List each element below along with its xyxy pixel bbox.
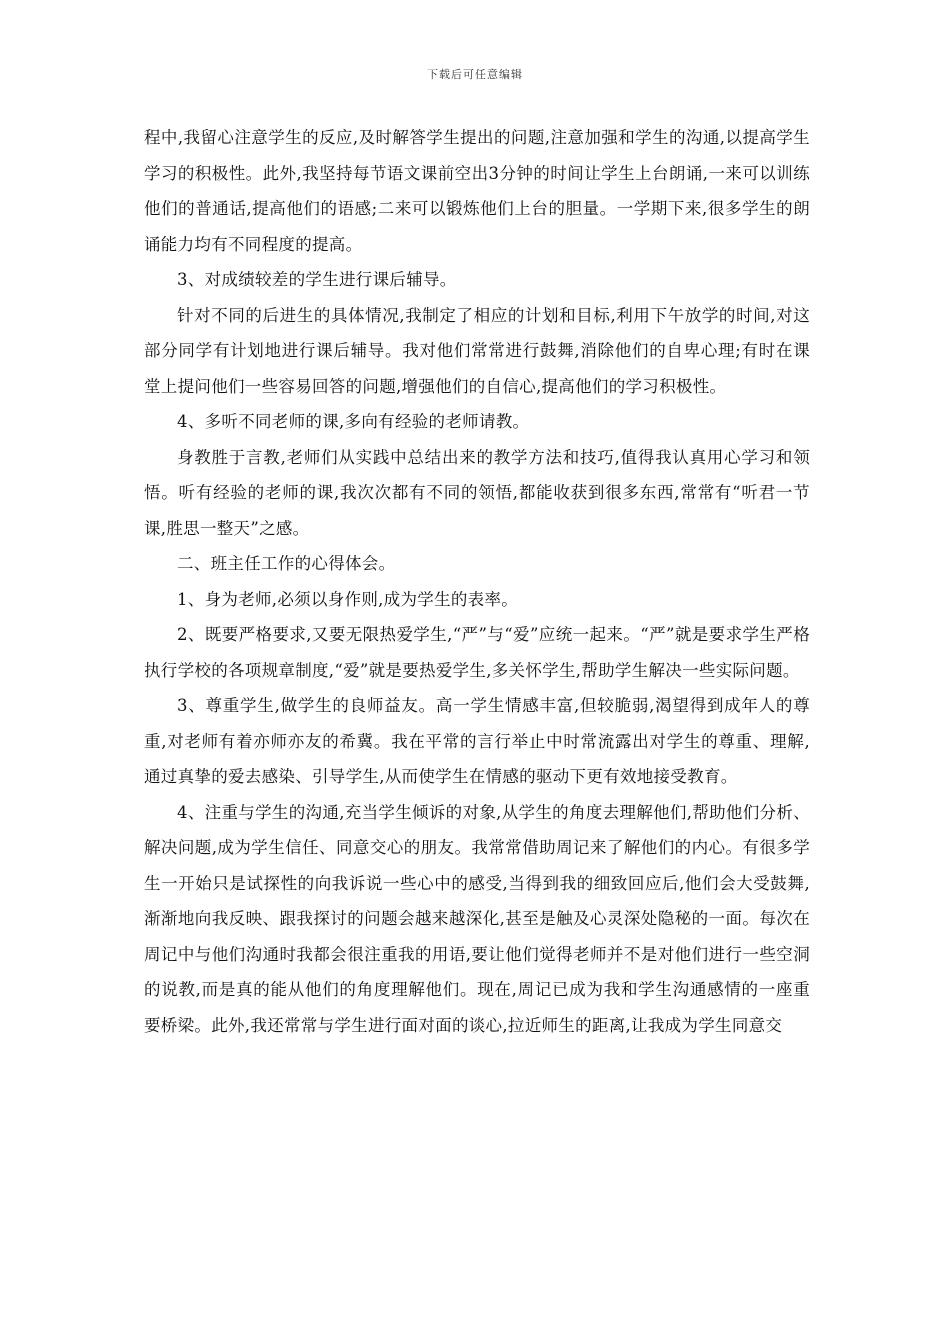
paragraph: 程中,我留心注意学生的反应,及时解答学生提出的问题,注意加强和学生的沟通,以提高学生学习的积极性。此外,我坚持每节语文课前空出3分钟的时间让学生上台朗诵,一来可以训练他们的普通话,提高他们的语感;二来可以锻炼他们上台的胆量。一学期下来,很多学生的朗诵能力均有不同程度的提高。 xyxy=(144,128,810,254)
document-body xyxy=(144,120,810,1043)
section-heading: 二、班主任工作的心得体会。 xyxy=(177,554,396,573)
section-heading: 4、多听不同老师的课,多向有经验的老师请教。 xyxy=(177,412,530,431)
paragraph: 3、尊重学生,做学生的良师益友。高一学生情感丰富,但较脆弱,渴望得到成年人的尊重,对老师有着亦师亦友的希冀。我在平常的言行举止中时常流露出对学生的尊重、理解,通过真挚的爱去感染、引导学生,从而使学生在情感的驱动下更有效地接受教育。 xyxy=(144,696,810,786)
paragraph: 身教胜于言教,老师们从实践中总结出来的教学方法和技巧,值得我认真用心学习和领悟。听有经验的老师的课,我次次都有不同的领悟,都能收获到很多东西,常常有“听君一节课,胜思一整天”之感。 xyxy=(144,447,810,538)
page-header: 下载后可任意编辑 xyxy=(427,68,523,81)
paragraph: 针对不同的后进生的具体情况,我制定了相应的计划和目标,利用下午放学的时间,对这部分同学有计划地进行课后辅导。我对他们常常进行鼓舞,消除他们的自卑心理;有时在课堂上提问他们一些容易回答的问题,增强他们的自信心,提高他们的学习积极性。 xyxy=(144,305,810,396)
section-heading: 3、对成绩较差的学生进行课后辅导。 xyxy=(177,270,457,289)
paragraph: 2、既要严格要求,又要无限热爱学生,“严”与“爱”应统一起来。“严”就是要求学生严格执行学校的各项规章制度,“爱”就是要热爱学生,多关怀学生,帮助学生解决一些实际问题。 xyxy=(144,625,810,680)
paragraph: 4、注重与学生的沟通,充当学生倾诉的对象,从学生的角度去理解他们,帮助他们分析、解决问题,成为学生信任、同意交心的朋友。我常常借助周记来了解他们的内心。有很多学生一开始只是试探性的向我诉说一些心中的感受,当得到我的细致回应后,他们会大受鼓舞,渐渐地向我反映、跟我探讨的问题会越来越深化,甚至是触及心灵深处隐秘的一面。每次在周记中与他们沟通时我都会很注重我的用语,要让他们觉得老师并不是对他们进行一些空洞的说教,而是真的能从他们的角度理解他们。现在,周记已成为我和学生沟通感情的一座重要桥梁。此外,我还常常与学生进行面对面的谈心,拉近师生的距离,让我成为学生同意交 xyxy=(144,802,810,1035)
paragraph: 1、身为老师,必须以身作则,成为学生的表率。 xyxy=(177,589,519,609)
